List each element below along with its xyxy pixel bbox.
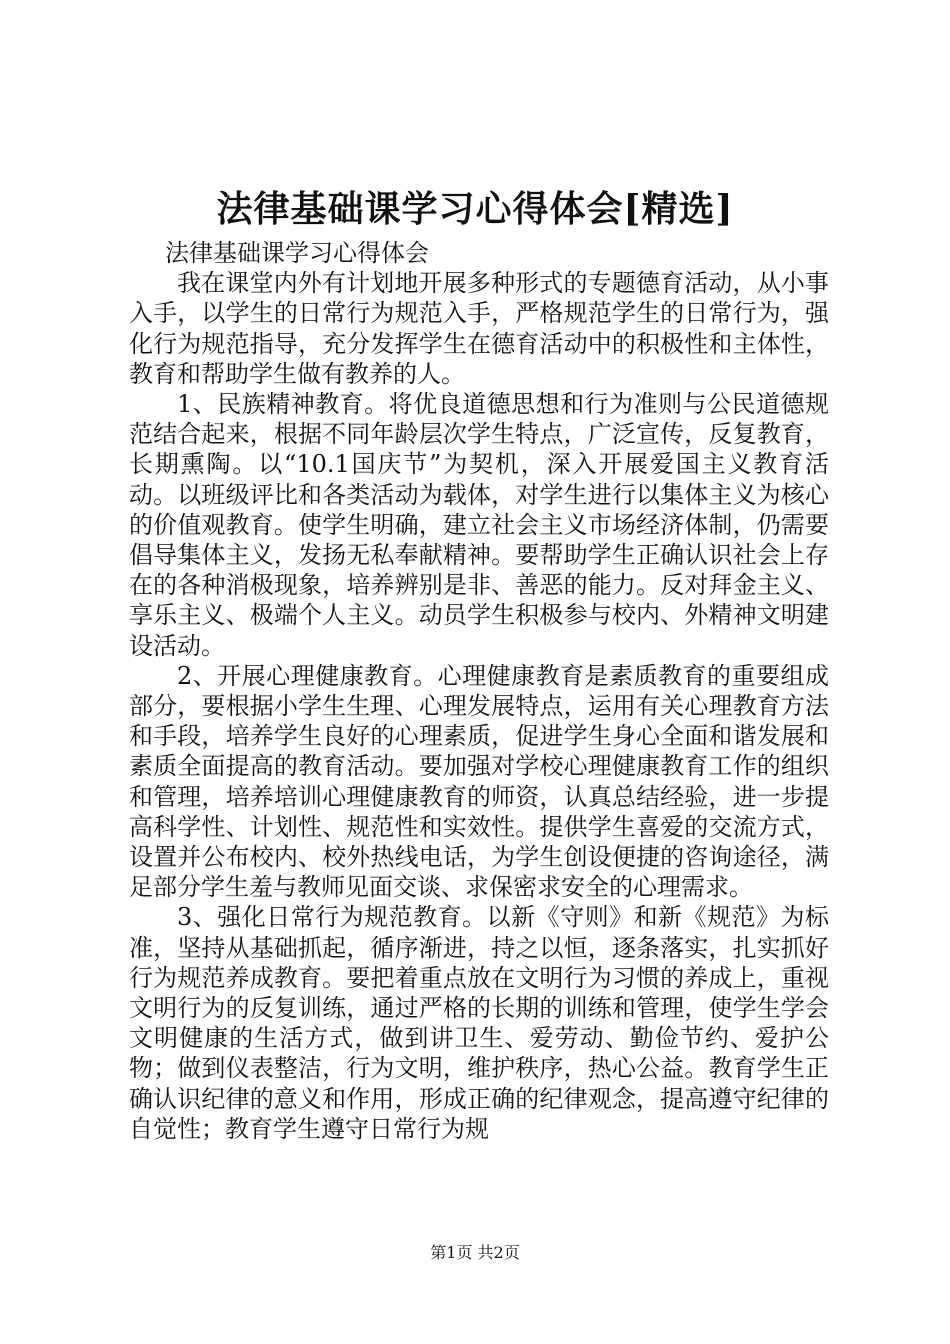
- body-paragraph-2: 2、开展心理健康教育。心理健康教育是素质教育的重要组成部分，要根据小学生生理、心理发展特点，运用有关心理教育方法和手段，培养学生良好的心理素质，促进学生身心全面和谐发展和素质全面提高的教育活动。要加强对学校心理健康教育工作的组织和管理，培养培训心理健康教育的师资，认真总结经验，进一步提高科学性、计划性、规范性和实效性。提供学生喜爱的交流方式，设置并公布校内、校外热线电话，为学生创设便捷的咨询途径，满足部分学生羞与教师见面交谈、求保密求安全的心理需求。: [129, 661, 829, 902]
- document-subtitle: 法律基础课学习心得体会: [165, 239, 429, 267]
- body-paragraph-3: 3、强化日常行为规范教育。以新《守则》和新《规范》为标准，坚持从基础抓起，循序渐进，持之以恒，逐条落实，扎实抓好行为规范养成教育。要把着重点放在文明行为习惯的养成上，重视文明行为的反复训练，通过严格的长期的训练和管理，使学生学会文明健康的生活方式，做到讲卫生、爱劳动、勤俭节约、爱护公物；做到仪表整洁，行为文明，维护秩序，热心公益。教育学生正确认识纪律的意义和作用，形成正确的纪律观念，提高遵守纪律的自觉性；教育学生遵守日常行为规: [129, 903, 829, 1143]
- page-footer: [0, 1242, 950, 1264]
- page-number-label: 第1页 共2页: [430, 1243, 520, 1262]
- body-paragraph-1: 1、民族精神教育。将优良道德思想和行为准则与公民道德规范结合起来，根据不同年龄层次学生特点，广泛宣传，反复教育，长期熏陶。以“10.1国庆节”为契机，深入开展爱国主义教育活动。以班级评比和各类活动为载体，对学生进行以集体主义为核心的价值观教育。使学生明确，建立社会主义市场经济体制，仍需要倡导集体主义，发扬无私奉献精神。要帮助学生正确认识社会上存在的各种消极现象，培养辨别是非、善恶的能力。反对拜金主义、享乐主义、极端个人主义。动员学生积极参与校内、外精神文明建设活动。: [129, 390, 829, 660]
- document-body: [129, 238, 829, 1144]
- document-title: 法律基础课学习心得体会[精选]: [216, 188, 734, 230]
- body-paragraph-intro: 我在课堂内外有计划地开展多种形式的专题德育活动，从小事入手，以学生的日常行为规范入手，严格规范学生的日常行为，强化行为规范指导，充分发挥学生在德育活动中的积极性和主体性，教育和帮助学生做有教养的人。: [129, 269, 829, 388]
